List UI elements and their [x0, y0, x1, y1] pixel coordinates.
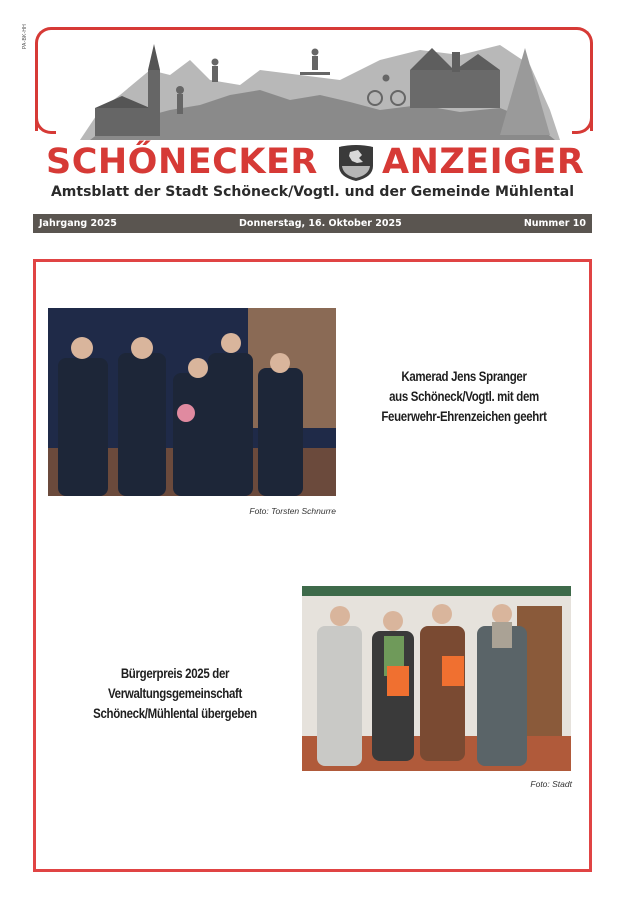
vertical-credit: PA-BK-HH: [22, 24, 28, 50]
masthead-subtitle: Amtsblatt der Stadt Schöneck/Vogtl. und der Gemeinde Mühlental: [50, 184, 575, 200]
issue-info-bar: [33, 214, 592, 233]
article-2-headline[interactable]: [68, 663, 281, 723]
headline-line: Bürgerpreis 2025 der: [120, 665, 230, 681]
coat-of-arms-icon: [336, 144, 376, 182]
article-1-photo-caption: Foto: Torsten Schnurre: [249, 506, 336, 516]
headline-line: Schöneck/Mühlental übergeben: [93, 705, 257, 721]
volume-label: Jahrgang 2025: [39, 218, 117, 229]
headline-line: Feuerwehr-Ehrenzeichen geehrt: [381, 408, 547, 424]
hiker-icon: [176, 86, 184, 114]
article-1-photo[interactable]: [48, 308, 336, 496]
issue-date: Donnerstag, 16. Oktober 2025: [239, 218, 402, 229]
masthead: [0, 140, 625, 184]
masthead-title-right: ANZEIGER: [382, 142, 585, 182]
header-illustration: [60, 40, 565, 150]
headline-line: Kamerad Jens Spranger: [401, 368, 527, 384]
masthead-title-left: SCHŐNECKER: [46, 142, 318, 182]
issue-number: Nummer 10: [523, 218, 586, 229]
skier-icon: [212, 59, 219, 83]
headline-line: Verwaltungsgemeinschaft: [107, 685, 243, 701]
article-2-photo-caption: Foto: Stadt: [530, 779, 572, 789]
headline-line: aus Schöneck/Vogtl. mit dem: [389, 388, 539, 404]
article-1-headline[interactable]: [366, 366, 563, 426]
snowboarder-icon: [300, 49, 330, 76]
article-2-photo[interactable]: [302, 586, 571, 771]
